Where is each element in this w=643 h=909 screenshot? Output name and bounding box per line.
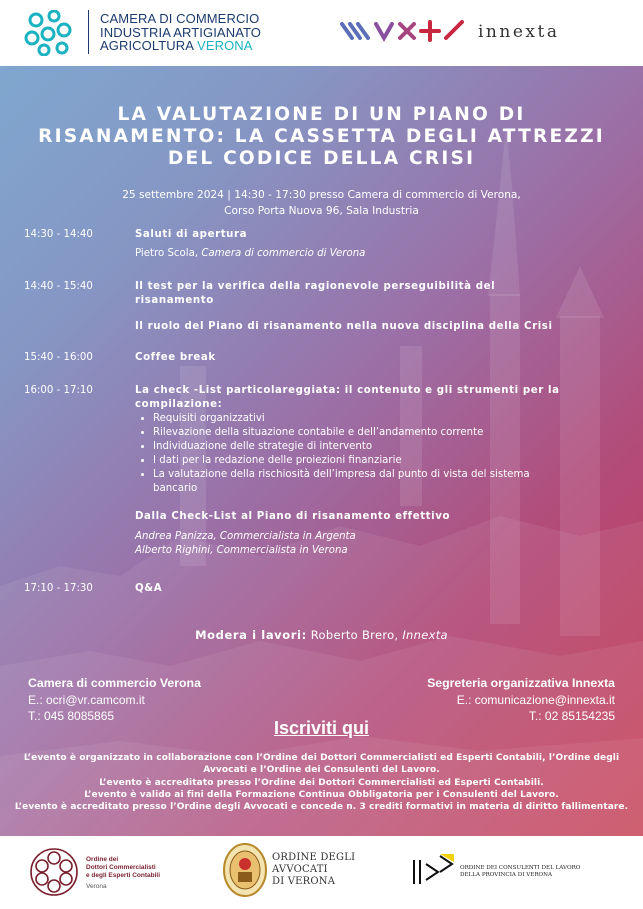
- session-time: 14:40 - 15:40: [24, 281, 93, 292]
- note-line: L’evento è accreditato presso l’Ordine dei Dottori Commercialisti ed Esperti Contabili.: [99, 777, 544, 788]
- list-item: • Rilevazione della situazione contabile e dell’andamento corrente: [153, 426, 575, 440]
- speaker-name: Andrea Panizza, Commercialista in Argenta: [135, 531, 356, 542]
- contact-phone: T.: 045 8085865: [28, 709, 115, 723]
- labour-consultants-order-logo-icon: [410, 850, 456, 890]
- odc-city: Verona: [86, 883, 107, 890]
- speaker-name: Pietro Scola,: [135, 248, 199, 259]
- oav-line: ORDINE DEGLI: [272, 852, 356, 863]
- session-title: Saluti di apertura: [135, 229, 248, 240]
- session-body: [135, 228, 575, 261]
- moderator-label: Modera i lavori:: [195, 628, 307, 642]
- odc-line: Ordine dei: [86, 856, 119, 863]
- session-body: [135, 582, 575, 596]
- event-title-line-1: LA VALUTAZIONE DI UN PIANO DI: [117, 104, 526, 125]
- list-item: • Individuazione delle strategie di intervento: [153, 440, 575, 454]
- contact-heading: Camera di commercio Verona: [28, 676, 201, 690]
- session-speaker: [135, 247, 575, 261]
- chamber-line-3-prefix: AGRICOLTURA: [100, 38, 194, 53]
- event-title-line-3: DEL CODICE DELLA CRISI: [167, 148, 476, 169]
- session-title: La check -List particolareggiata: il contenuto e gli strumenti per la compilazione:: [135, 385, 560, 410]
- session-body: [135, 384, 575, 558]
- contact-email-link[interactable]: E.: comunicazione@innexta.it: [456, 692, 615, 707]
- speaker-role: Camera di commercio di Verona: [201, 248, 366, 259]
- oav-line: AVVOCATI: [272, 864, 328, 875]
- list-item: • I dati per la redazione delle proiezioni finanziarie: [153, 454, 575, 468]
- chamber-line-2: INDUSTRIA ARTIGIANATO: [100, 24, 262, 40]
- session-title: Coffee break: [135, 352, 216, 363]
- session-time: 15:40 - 16:00: [24, 352, 93, 363]
- session-time: 14:30 - 14:40: [24, 229, 93, 240]
- note-line: L’evento è organizzato in collaborazione con l’Ordine dei Dottori Commercialisti ed Esperti Contabili, l’Ordine degli Avvocati e l’Ordine dei Consulenti del Lavoro.: [23, 753, 620, 776]
- event-title-line-2: RISANAMENTO: LA CASSETTA DEGLI ATTREZZI: [38, 126, 605, 147]
- event-location: Corso Porta Nuova 96, Sala Industria: [224, 205, 419, 217]
- chamber-of-commerce-name: [100, 12, 261, 53]
- session-body: [135, 351, 575, 365]
- event-date: 25 settembre 2024 | 14:30 - 17:30 presso Camera di commercio di Verona,: [122, 189, 521, 201]
- chamber-line-1: CAMERA DI COMMERCIO: [100, 11, 260, 26]
- moderator-name: Roberto Brero,: [310, 628, 399, 642]
- session-time: 16:00 - 17:10: [24, 385, 93, 396]
- odc-line: e degli Esperti Contabili: [86, 872, 161, 879]
- chamber-line-3-city: VERONA: [197, 38, 253, 53]
- moderator: [0, 628, 643, 642]
- contact-heading: Segreteria organizzativa Innexta: [427, 676, 615, 690]
- note-line: L’evento è valido ai fini della Formazione Continua Obbligatoria per i Consulenti del Lavoro.: [84, 789, 559, 800]
- header: [0, 0, 643, 66]
- chamber-line-3: [100, 39, 261, 53]
- contact-phone: T.: 02 85154235: [528, 709, 615, 723]
- session-title: Il test per la verifica della ragionevole perseguibilità del risanamento: [135, 281, 496, 306]
- ocl-line: ORDINE DEI CONSULENTI DEL LAVORO: [460, 865, 581, 871]
- lawyers-order-seal-icon: [222, 842, 268, 898]
- moderator-org: Innexta: [402, 628, 448, 642]
- session-title: Il ruolo del Piano di risanamento nella nuova disciplina della Crisi: [135, 321, 553, 332]
- footer-logos: [0, 836, 643, 909]
- event-date-location: [40, 187, 603, 219]
- labour-consultants-order-name: [460, 865, 580, 879]
- topic-list: [135, 412, 575, 496]
- ocl-line: DELLA PROVINCIA DI VERONA: [460, 872, 553, 878]
- accreditation-notes: [10, 752, 633, 813]
- commercialisti-order-logo-icon: [28, 846, 80, 898]
- session-title: Dalla Check-List al Piano di risanamento effettivo: [135, 511, 451, 522]
- speaker-name: Alberto Righini, Commercialista in Verona: [135, 545, 348, 556]
- session-body: [135, 280, 575, 334]
- event-title: [20, 104, 623, 170]
- oav-line: DI VERONA: [272, 876, 336, 887]
- innexta-wordmark: innexta: [478, 22, 560, 42]
- list-item: • Requisiti organizzativi: [153, 412, 575, 426]
- chamber-of-commerce-logo-icon: [24, 10, 72, 56]
- note-line: L’evento è accreditato presso l’Ordine degli Avvocati e concede n. 3 crediti formativi in materia di diritto fallimentare.: [14, 802, 629, 813]
- innexta-logo-icon: [338, 18, 466, 44]
- hero-section: [0, 66, 643, 836]
- register-link[interactable]: Iscriviti qui: [273, 718, 370, 738]
- odc-line: Dottori Commercialisti: [86, 864, 156, 871]
- lawyers-order-name: [272, 852, 355, 888]
- list-item: • La valutazione della rischiosità dell’impresa dal punto di vista del sistema bancario: [153, 468, 575, 496]
- header-divider: [88, 10, 89, 54]
- commercialisti-order-name: [86, 856, 160, 891]
- session-title: Q&A: [135, 583, 163, 594]
- contact-email-link[interactable]: E.: ocri@vr.camcom.it: [28, 692, 145, 707]
- session-time: 17:10 - 17:30: [24, 583, 93, 594]
